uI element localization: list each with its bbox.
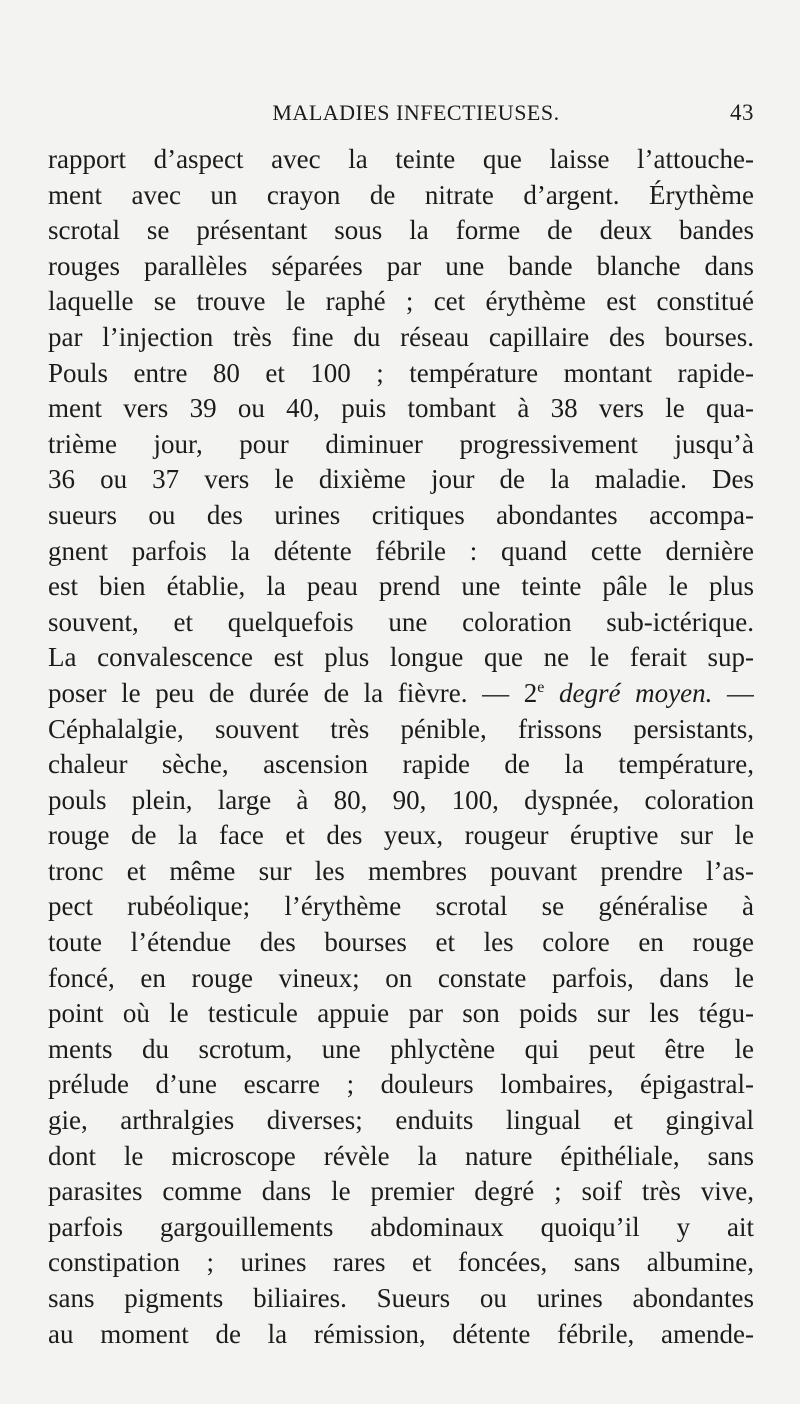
- degree-dash: —: [727, 677, 754, 708]
- text-line: parfois gargouillements abdominaux quoiqu’il y ait: [48, 1211, 754, 1242]
- text-line: au moment de la rémission, détente fébrile, amende-: [48, 1318, 754, 1349]
- degree-label: degré moyen.: [559, 677, 713, 708]
- text-line: laquelle se trouve le raphé ; cet érythème est constitué: [48, 286, 754, 317]
- text-line: La convalescence est plus longue que ne le ferait sup-: [48, 642, 754, 673]
- text-line: Céphalalgie, souvent très pénible, frissons persistants,: [48, 713, 754, 744]
- running-title: MALADIES INFECTIEUSES.: [272, 100, 560, 125]
- text-line: sueurs ou des urines critiques abondantes accompa-: [48, 499, 754, 530]
- text-line: est bien établie, la peau prend une teinte pâle le plus: [48, 571, 754, 602]
- text-line: sans pigments biliaires. Sueurs ou urines abondantes: [48, 1283, 754, 1313]
- body-text: [48, 142, 754, 1352]
- text-line-with-subheading: [48, 676, 754, 712]
- text-line: ment vers 39 ou 40, puis tombant à 38 vers le qua-: [48, 393, 754, 424]
- text-line: prélude d’une escarre ; douleurs lombaires, épigastral-: [48, 1069, 754, 1100]
- text-line: ments du scrotum, une phlyctène qui peut être le: [48, 1033, 754, 1064]
- text-line: dont le microscope révèle la nature épithéliale, sans: [48, 1140, 754, 1171]
- text-line: souvent, et quelquefois une coloration sub-ictérique.: [48, 606, 754, 637]
- text-line: rouge de la face et des yeux, rougeur éruptive sur le: [48, 820, 754, 851]
- running-head: [48, 100, 754, 132]
- text-line: trième jour, pour diminuer progressivement jusqu’à: [48, 428, 754, 459]
- text-line: gie, arthralgies diverses; enduits lingual et gingival: [48, 1105, 754, 1136]
- text-line: 36 ou 37 vers le dixième jour de la maladie. Des: [48, 464, 754, 495]
- text-line: constipation ; urines rares et foncées, sans albumine,: [48, 1247, 754, 1278]
- text-segment: poser le peu de durée de la fièvre. —: [48, 677, 510, 708]
- text-line: rapport d’aspect avec la teinte que laisse l’attouche-: [48, 144, 754, 174]
- text-line: parasites comme dans le premier degré ; soif très vive,: [48, 1176, 754, 1207]
- text-line: gnent parfois la détente fébrile : quand cette dernière: [48, 535, 754, 566]
- text-line: toute l’étendue des bourses et les colore en rouge: [48, 927, 754, 958]
- text-line: point où le testicule appuie par son poids sur les tégu-: [48, 998, 754, 1029]
- text-line: ment avec un crayon de nitrate d’argent. Érythème: [48, 179, 754, 210]
- text-line: pect rubéolique; l’érythème scrotal se généralise à: [48, 891, 754, 922]
- text-line: chaleur sèche, ascension rapide de la température,: [48, 749, 754, 780]
- text-line: tronc et même sur les membres pouvant prendre l’as-: [48, 855, 754, 886]
- text-line: rouges parallèles séparées par une bande blanche dans: [48, 250, 754, 281]
- text-line: foncé, en rouge vineux; on constate parfois, dans le: [48, 962, 754, 993]
- text-line: scrotal se présentant sous la forme de deux bandes: [48, 215, 754, 246]
- text-line: pouls plein, large à 80, 90, 100, dyspnée, coloration: [48, 784, 754, 815]
- degree-number: 2: [523, 677, 538, 708]
- text-line: par l’injection très fine du réseau capillaire des bourses.: [48, 321, 754, 352]
- degree-superscript: e: [537, 678, 545, 696]
- text-line: Pouls entre 80 et 100 ; température montant rapide-: [48, 357, 754, 388]
- page-number: 43: [730, 100, 754, 125]
